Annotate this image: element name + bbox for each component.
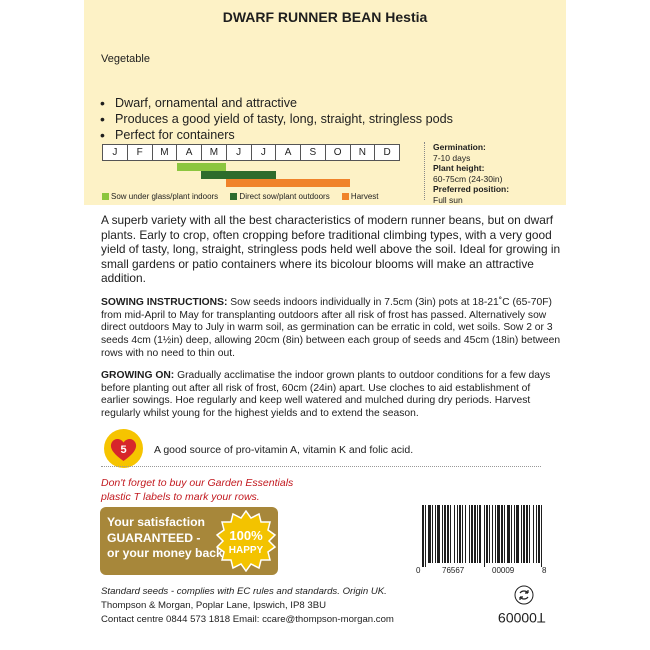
calendar-months (102, 144, 400, 161)
germination-value: 7-10 days (433, 152, 471, 163)
list-item: • Dwarf, ornamental and attractive (98, 95, 453, 111)
growing-heading: GROWING ON: (101, 370, 175, 381)
harvest-bar (226, 179, 350, 187)
sowing-instructions (101, 297, 561, 361)
barcode-bar (489, 505, 490, 563)
growing-on (101, 370, 561, 421)
sowing-heading: SOWING INSTRUCTIONS: (101, 297, 228, 308)
legend-label: Direct sow/plant outdoors (239, 192, 330, 201)
barcode-bar (507, 505, 510, 563)
barcode-bar (428, 505, 431, 563)
five-a-day-heart-icon (103, 428, 144, 469)
barcode-digit: 00009 (492, 566, 515, 575)
footer-line: Thompson & Morgan, Poplar Lane, Ipswich, IP8 3BU (101, 600, 327, 611)
barcode-bar (447, 505, 449, 563)
feature-list (98, 95, 453, 143)
barcode-bar (536, 505, 537, 563)
barcode-bar (514, 505, 515, 563)
barcode-bar (501, 505, 503, 563)
barcode-bar (465, 505, 466, 563)
recycle-icon (514, 585, 534, 605)
height-value: 60-75cm (24-30in) (433, 173, 503, 184)
happy-seal-icon (215, 510, 277, 572)
barcode-bar (437, 505, 440, 563)
germination-label: Germination: (433, 142, 486, 152)
sowing-text: Sow seeds indoors individually in 7.5cm (3in) pots at 18-21˚C (65-70F) from mid-April to May for transplanting outdoors after all risk of frost has passed. Alternatively sow direct outdoors May to July in warm soil, as germination can be erratic in cold, wet soils. Sow 2 or 3 seeds 4cm (1½in) deep, allowing 20cm (8in) between each group of seeds and 45cm (18in) between rows with no need to thin out. (101, 297, 561, 359)
guarantee-text (107, 515, 223, 562)
sow-indoors-bar (177, 163, 227, 171)
barcode-bar (526, 505, 528, 563)
seed-packet-back (84, 0, 566, 650)
barcode-bar (444, 505, 446, 563)
guarantee-line: Your satisfaction (107, 515, 205, 529)
barcode-bar (474, 505, 476, 563)
sow-indoors-swatch (102, 193, 109, 200)
barcode-bar (459, 505, 461, 563)
barcode-bar (492, 505, 493, 563)
barcode-bar (471, 505, 473, 563)
barcode-bar (538, 505, 540, 563)
barcode-bar (432, 505, 433, 563)
product-code: T00009 (498, 610, 546, 626)
month-label: O (326, 145, 351, 160)
month-label: A (276, 145, 301, 160)
barcode-bar (469, 505, 470, 563)
month-label: S (301, 145, 326, 160)
barcode-bar (462, 505, 463, 563)
product-title: DWARF RUNNER BEAN Hestia (222, 9, 428, 25)
footer (101, 585, 394, 627)
height-label: Plant height: (433, 163, 485, 173)
promo-note (101, 476, 293, 504)
footer-line: Standard seeds - complies with EC rules and standards. Origin UK. (101, 586, 387, 597)
list-item: • Produces a good yield of tasty, long, straight, stringless pods (98, 111, 453, 127)
plant-facts (424, 142, 510, 205)
barcode-bar (425, 505, 426, 567)
barcode-bar (523, 505, 525, 563)
barcode-bar (450, 505, 451, 563)
barcode-bar (529, 505, 530, 563)
month-label: J (103, 145, 128, 160)
calendar-bars (102, 161, 400, 189)
seal-word: HAPPY (228, 545, 264, 556)
month-label: A (177, 145, 202, 160)
sowing-calendar (102, 144, 400, 189)
barcode-bar (479, 505, 481, 563)
barcode-digit: 76567 (442, 566, 465, 575)
legend-label: Harvest (350, 192, 379, 201)
barcode-bar (454, 505, 455, 563)
month-label: F (128, 145, 153, 160)
guarantee-line: GUARANTEED - (107, 530, 201, 545)
month-label: J (227, 145, 252, 160)
barcode (412, 503, 552, 575)
position-label: Preferred position: (433, 184, 510, 194)
barcode-bar (435, 505, 436, 563)
barcode-digit: 0 (416, 566, 421, 575)
harvest-swatch (342, 193, 349, 200)
barcode-bar (457, 505, 458, 563)
month-label: M (153, 145, 178, 160)
guarantee-line: or your money back (107, 546, 223, 560)
barcode-bar (516, 505, 519, 563)
barcode-bar (495, 505, 496, 563)
description: A superb variety with all the best characteristics of modern runner beans, but on dwarf plants. Early to crop, often cropping before traditional climbing types, with a very good yield of tasty, long, straight, stringless pods held well above the soil. Ideal for growing in small gardens or patio containers where its bicolour blooms will make an attractive addition. (101, 213, 561, 285)
barcode-digit: 8 (542, 566, 547, 575)
growing-text: Gradually acclimatise the indoor grown plants to outdoor conditions for a few days before planting out after all risk of frost, 60cm (24in) apart. Use cloches to aid establishment of earlier sowings. Hoe regularly and keep well watered and mulched during dry periods. Harvest regularly whilst young for the highest yields and to extend the season. (101, 370, 551, 420)
barcode-bar (521, 505, 522, 563)
promo-line: Don't forget to buy our Garden Essentials (101, 477, 294, 489)
month-label: N (351, 145, 376, 160)
barcode-bars (422, 505, 542, 567)
barcode-bar (497, 505, 500, 563)
barcode-bar (484, 505, 485, 567)
position-value: Full sun (433, 194, 463, 205)
month-label: D (383, 147, 391, 158)
divider (101, 466, 541, 467)
barcode-bar (486, 505, 488, 563)
vitamin-note: A good source of pro-vitamin A, vitamin K and folic acid. (154, 444, 414, 456)
barcode-bar (533, 505, 534, 563)
seal-percent: 100% (229, 528, 263, 543)
calendar-legend (102, 192, 388, 201)
promo-line: plastic T labels to mark your rows. (101, 491, 260, 503)
barcode-bar (422, 505, 424, 567)
legend-label: Sow under glass/plant indoors (111, 192, 219, 201)
sow-outdoors-swatch (230, 193, 237, 200)
guarantee-badge (100, 507, 278, 575)
list-item: • Perfect for containers (98, 127, 453, 143)
barcode-bar (541, 505, 542, 567)
barcode-bar (477, 505, 478, 563)
category-label: Vegetable (101, 53, 150, 65)
sow-outdoors-bar (201, 171, 276, 179)
barcode-bar (442, 505, 443, 563)
footer-line: Contact centre 0844 573 1818 Email: ccare@thompson-morgan.com (101, 614, 394, 625)
barcode-bar (504, 505, 505, 563)
month-label: M (202, 145, 227, 160)
month-label: J (252, 145, 277, 160)
five-a-day-number: 5 (120, 444, 127, 456)
barcode-bar (511, 505, 512, 563)
